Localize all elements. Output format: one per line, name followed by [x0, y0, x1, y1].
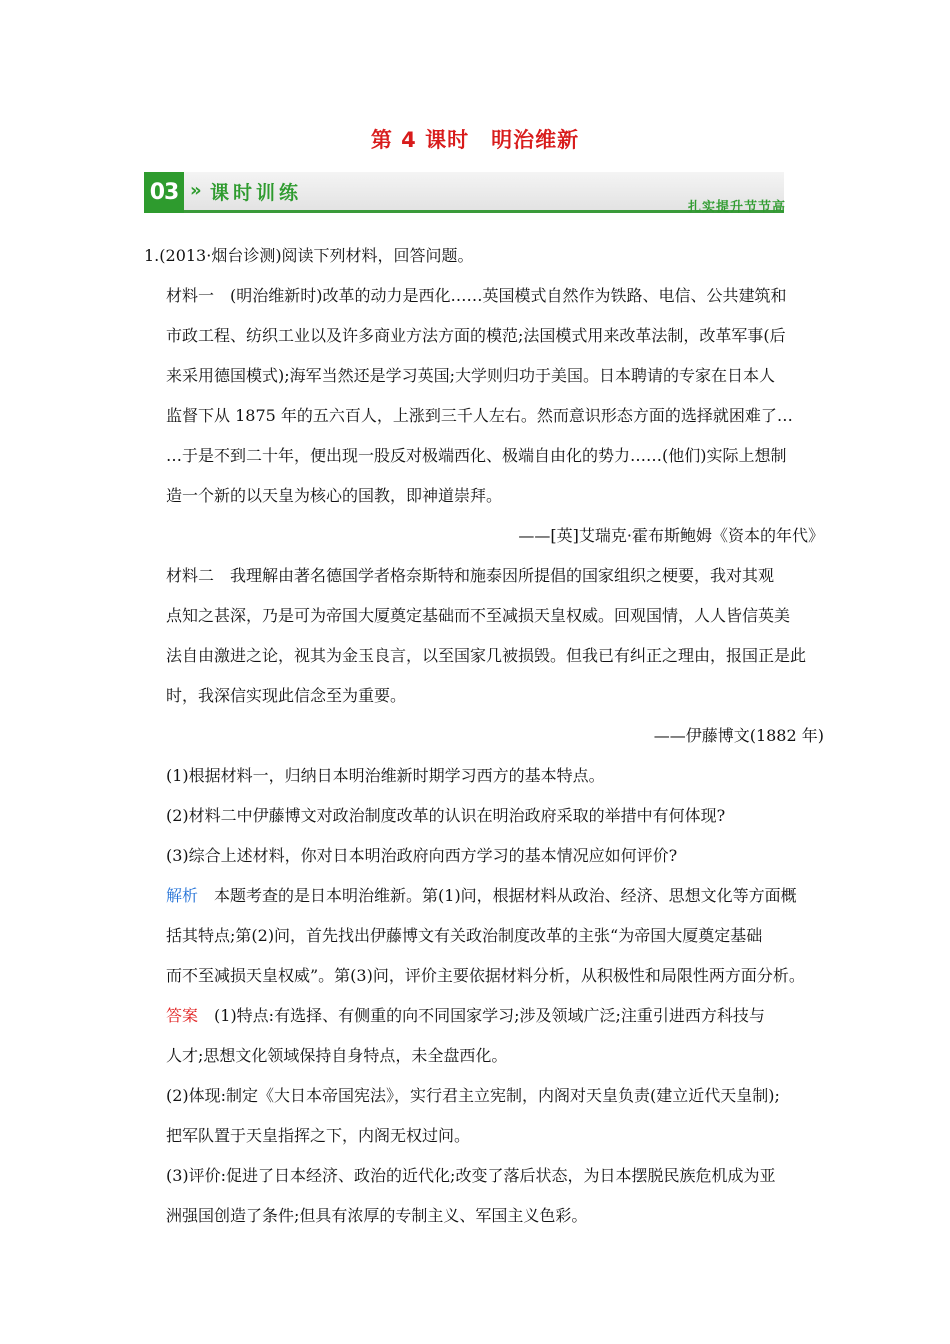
analysis-tag: 解析 — [166, 886, 199, 905]
material2-line: 点知之甚深，乃是可为帝国大厦奠定基础而不至减损天皇权威。回观国情，人人皆信英美 — [166, 606, 791, 625]
material1-source: ——[英]艾瑞克·霍布斯鲍姆《资本的年代》 — [518, 526, 824, 545]
answer-line: (2)体现:制定《大日本帝国宪法》，实行君主立宪制，内阁对天皇负责(建立近代天皇制); — [166, 1086, 780, 1105]
analysis-line: 而不至减损天皇权威”。第(3)问，评价主要依据材料分析，从积极性和局限性两方面分析。 — [166, 966, 805, 985]
material1-line: 市政工程、纺织工业以及许多商业方法方面的模范;法国模式用来改革法制，改革军事(后 — [166, 326, 786, 345]
question-header: 1.(2013·烟台诊测)阅读下列材料，回答问题。 — [144, 246, 474, 265]
analysis-first-line — [144, 876, 824, 916]
material2-line: 法自由激进之论，视其为金玉良言，以至国家几被损毁。但我已有纠正之理由，报国正是此 — [166, 646, 807, 665]
answer-line: 洲强国创造了条件;但具有浓厚的专制主义、军国主义色彩。 — [166, 1206, 588, 1225]
page-title: 第 4 课时 明治维新 — [370, 128, 580, 152]
answer-first-line — [144, 996, 824, 1036]
material2-line: 时，我深信实现此信念至为重要。 — [166, 686, 407, 705]
subquestion: (1)根据材料一，归纳日本明治维新时期学习西方的基本特点。 — [166, 766, 605, 785]
section-banner — [144, 172, 806, 218]
answer-line: (3)评价:促进了日本经济、政治的近代化;改变了落后状态，为日本摆脱民族危机成为亚 — [166, 1166, 776, 1185]
section-slogan: 扎实提升节节高 — [687, 200, 786, 215]
analysis-line: 括其特点;第(2)问，首先找出伊藤博文有关政治制度改革的主张“为帝国大厦奠定基础 — [166, 926, 763, 945]
answer-text: (1)特点:有选择、有侧重的向不同国家学习;涉及领域广泛;注重引进西方科技与 — [198, 1006, 765, 1025]
answer-line: 人才;思想文化领域保持自身特点，未全盘西化。 — [166, 1046, 508, 1065]
material1-line: 材料一 (明治维新时)改革的动力是西化……英国模式自然作为铁路、电信、公共建筑和 — [166, 286, 787, 305]
analysis-text: 本题考查的是日本明治维新。第(1)问，根据材料从政治、经济、思想文化等方面概 — [198, 886, 797, 905]
question-content — [144, 236, 824, 1236]
section-number-badge: 03 — [144, 172, 184, 213]
section-label: 课时训练 — [210, 182, 303, 204]
material1-line: 来采用德国模式);海军当然还是学习英国;大学则归功于美国。日本聘请的专家在日本人 — [166, 366, 776, 385]
chevron-icon: » — [190, 180, 202, 201]
answer-tag: 答案 — [166, 1006, 199, 1025]
subquestion: (3)综合上述材料，你对日本明治政府向西方学习的基本情况应如何评价? — [166, 846, 678, 865]
subquestion: (2)材料二中伊藤博文对政治制度改革的认识在明治政府采取的举措中有何体现? — [166, 806, 726, 825]
answer-line: 把军队置于天皇指挥之下，内阁无权过问。 — [166, 1126, 471, 1145]
material2-line: 材料二 我理解由著名德国学者格奈斯特和施泰因所提倡的国家组织之梗要，我对其观 — [166, 566, 775, 585]
material1-line: 监督下从 1875 年的五六百人，上涨到三千人左右。然而意识形态方面的选择就困难了… — [166, 406, 793, 425]
material1-line: …于是不到二十年，便出现一股反对极端西化、极端自由化的势力……(他们)实际上想制 — [166, 446, 787, 465]
material2-source: ——伊藤博文(1882 年) — [653, 726, 824, 745]
material1-line: 造一个新的以天皇为核心的国教，即神道崇拜。 — [166, 486, 503, 505]
